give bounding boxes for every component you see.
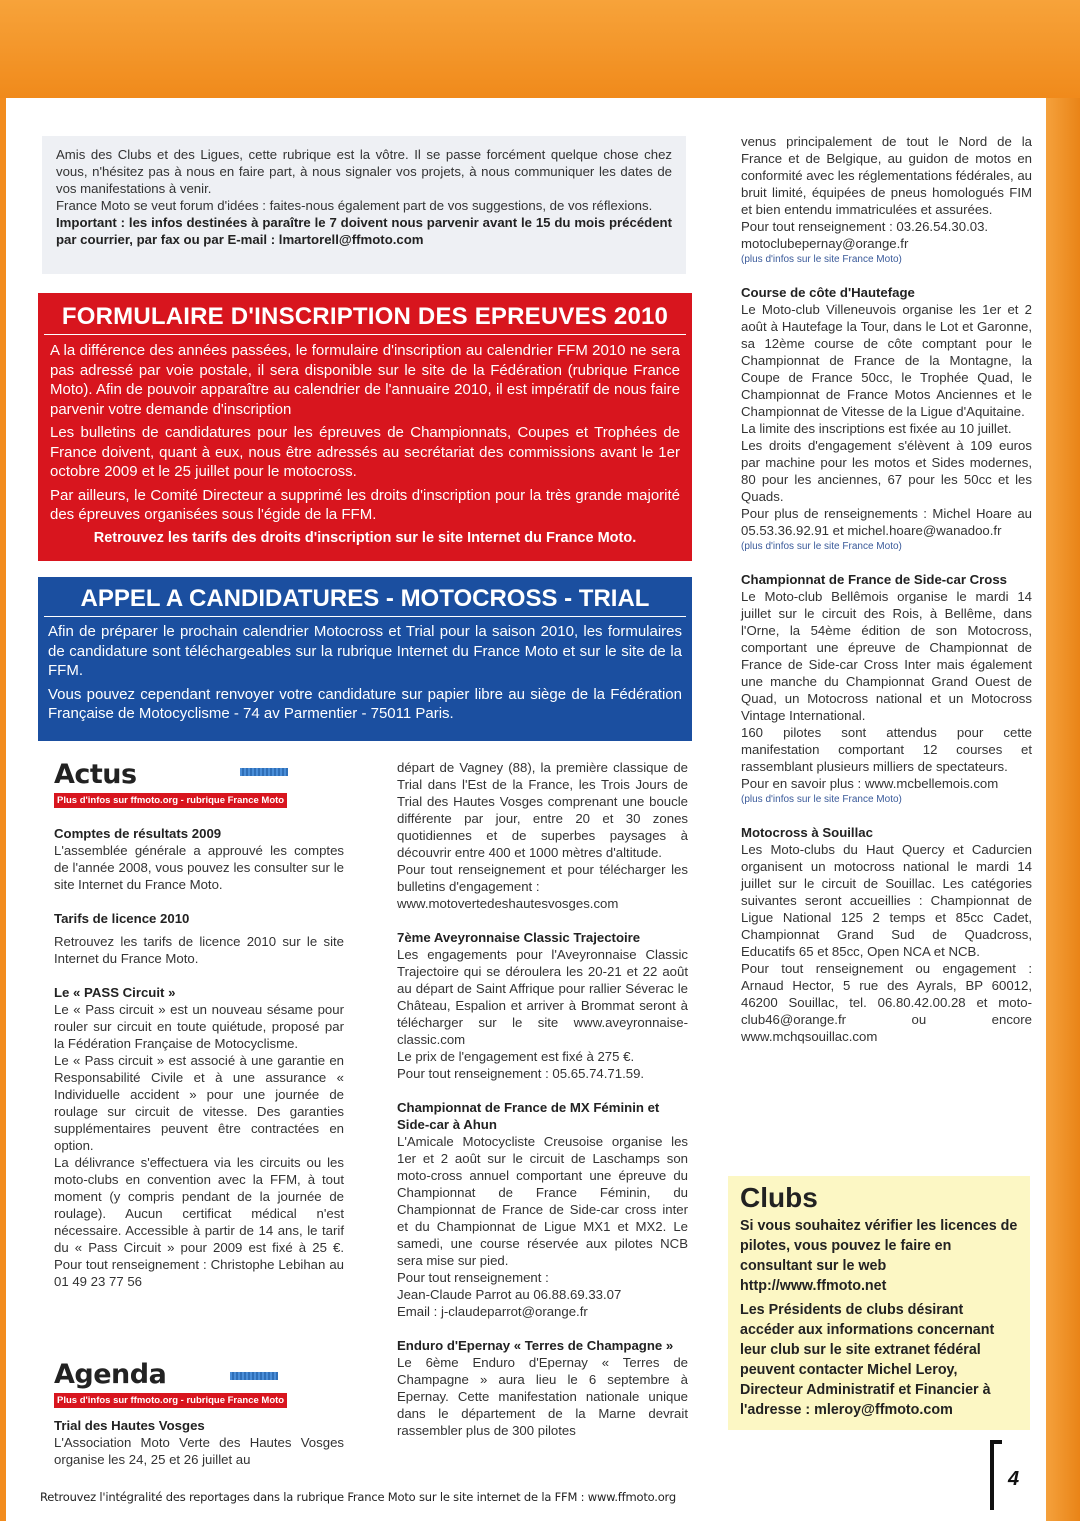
page-number: 4 — [1008, 1468, 1020, 1490]
actus-title: Actus — [54, 759, 137, 790]
col2-text-1a: départ de Vagney (88), la première classique de Trial dans l'Est de la France, les Trois Jours de Trial des Hautes Vosges comprenant une boucle différente par jour, entre 20 et 30 zones quotidiennes et de superbes paysages à découvrir entre 400 et 1000 mètres d'altitude. — [397, 760, 688, 860]
col2-heading-4: Enduro d'Epernay « Terres de Champagne » — [397, 1338, 674, 1353]
corner-mark — [990, 1440, 994, 1510]
clubs-title: Clubs — [740, 1182, 818, 1213]
col3-text-3a: Les Moto-clubs du Haut Quercy et Cadurcien organisent un motocross national le mardi 14 juillet sur le circuit de Souillac. Les catégories suivantes seront accueillies : Championnat de Ligue National 125 2 temps et 85cc Cadet, Championnat Grand Sud de Quadcross, Educatifs 65 et 85cc, Open NCA et NCB. — [741, 842, 1032, 959]
inscription-box — [38, 293, 692, 561]
actus-bar — [240, 768, 288, 776]
actus-heading — [54, 760, 294, 808]
candidatures-paragraph-2: Vous pouvez cependant renvoyer votre candidature sur papier libre au siège de la Fédération Française de Motocyclisme - 74 av Parmentier - 75011 Paris. — [48, 685, 682, 722]
agenda-title: Agenda — [54, 1359, 167, 1390]
col2-text-3b: Pour tout renseignement : — [397, 1270, 549, 1285]
col1-heading-4: Trial des Hautes Vosges — [54, 1418, 205, 1433]
column-1-agenda — [54, 1417, 344, 1468]
col3-text-1c: Les droits d'engagement s'élèvent à 109 euros par machine pour les motos et Sides modernes, 80 pour les anciennes, 67 pour les 50cc et les Quads. — [741, 438, 1032, 504]
col3-heading-1: Course de côte d'Hautefage — [741, 285, 915, 300]
candidatures-paragraph-1: Afin de préparer le prochain calendrier Motocross et Trial pour la saison 2010, les formulaires de candidature sont téléchargeables sur la rubrique Internet du France Moto et sur le site de la FFM. — [48, 623, 682, 679]
intro-paragraph-2: France Moto se veut forum d'idées : faites-nous également part de vos suggestions, de vos réflexions. — [56, 198, 653, 213]
col3-text-1d: Pour plus de renseignements : Michel Hoare au 05.53.36.92.91 et michel.hoare@wanadoo.fr — [741, 506, 1032, 538]
agenda-heading — [54, 1360, 294, 1408]
col1-heading-1: Comptes de résultats 2009 — [54, 826, 222, 841]
col3-heading-2: Championnat de France de Side-car Cross — [741, 572, 1008, 587]
right-orange-edge — [1046, 98, 1080, 1521]
col3-text-1a: Le Moto-club Villeneuvois organise les 1er et 2 août à Hautefage la Tour, dans le Lot et Garonne, sa 12ème course de côte comptant pour le Championnat de France de la Montagne, la Coupe de France 50cc, le Trophée Quad, le Championnat de France Motos Anciennes et le Championnat de Vitesse de la Ligue d'Aquitaine. — [741, 302, 1032, 419]
col1-text-2: Retrouvez les tarifs de licence 2010 sur le site Internet du France Moto. — [54, 934, 344, 966]
intro-important: Important : les infos destinées à paraître le 7 doivent nous parvenir avant le 15 du mois précédent par courrier, par fax ou par E-mail : lmartorell@ffmoto.com — [56, 215, 672, 247]
inscription-paragraph-2: Les bulletins de candidatures pour les épreuves de Championnats, Coupes et Trophées de France doivent, quant à eux, nous être adressés au secrétariat des commissions avant le 1er octobre 2009 et le 25 juillet pour le motocross. — [50, 424, 680, 480]
col2-heading-3: Championnat de France de MX Féminin et Side-car à Ahun — [397, 1100, 660, 1132]
col3-text-3b: Pour tout renseignement ou engagement : Arnaud Hector, 5 rue des Ayrals, BP 60012, 46200 Souillac, tel. 06.80.42.00.28 et moto-club46@orange.fr ou encore www.mchqsouillac.com — [741, 961, 1032, 1044]
col1-text-3b: Le « Pass circuit » est associé à une garantie en Responsabilité Civile et à une assurance « Individuelle accident » pour une journée de roulage sur circuit de vitesse. Des garanties supplémentaires peuvent être contractées en option. — [54, 1053, 344, 1153]
candidatures-title: APPEL A CANDIDATURES - MOTOCROSS - TRIAL — [44, 581, 686, 617]
col3-text-2b: 160 pilotes sont attendus pour cette manifestation comportant 12 courses et rassemblant plusieurs milliers de spectateurs. — [741, 725, 1032, 774]
top-orange-band — [0, 0, 1080, 98]
col2-text-1b: Pour tout renseignement et pour télécharger les bulletins d'engagement : — [397, 862, 688, 894]
col2-text-4: Le 6ème Enduro d'Epernay « Terres de Champagne » aura lieu le 6 septembre à Epernay. Cette manifestation nationale unique dans le département de la Marne devrait rassembler plus de 300 pilotes — [397, 1355, 688, 1438]
col3-heading-3: Motocross à Souillac — [741, 825, 873, 840]
corner-mark-top — [990, 1440, 1002, 1444]
inscription-title: FORMULAIRE D'INSCRIPTION DES EPREUVES 2010 — [44, 299, 686, 335]
agenda-tag: Plus d'infos sur ffmoto.org - rubrique France Moto — [54, 1393, 287, 1408]
inscription-cta: Retrouvez les tarifs des droits d'inscription sur le site Internet du France Moto. — [93, 529, 637, 546]
col3-text-0b: Pour tout renseignement : 03.26.54.30.03. — [741, 219, 989, 234]
inscription-paragraph-3: Par ailleurs, le Comité Directeur a supprimé les droits d'inscription pour la très grande majorité des épreuves organisées sous l'égide de la FFM. — [50, 486, 680, 523]
footer-text: Retrouvez l'intégralité des reportages dans la rubrique France Moto sur le site internet de la FFM : www.ffmoto.org — [40, 1490, 676, 1504]
col1-heading-3: Le « PASS Circuit » — [54, 985, 176, 1000]
col3-text-0a: venus principalement de tout le Nord de la France et de Belgique, au guidon de motos en conformité avec les réglementations fédérales, au bruit limité, équipées de pneus homologués FIM et bien entendu immatriculées et assurées. — [741, 134, 1033, 217]
column-1 — [54, 825, 344, 1290]
col1-text-4: L'Association Moto Verte des Hautes Vosges organise les 24, 25 et 26 juillet au — [54, 1435, 344, 1467]
column-3 — [741, 133, 1032, 1045]
col2-link-1[interactable]: www.motovertedeshautesvosges.com — [397, 896, 619, 911]
actus-tag: Plus d'infos sur ffmoto.org - rubrique France Moto — [54, 793, 287, 808]
col3-more-1[interactable]: (plus d'infos sur le site France Moto) — [741, 254, 902, 265]
clubs-paragraph-2: Les Présidents de clubs désirant accéder aux informations concernant leur club sur le site extranet fédéral peuvent contacter Michel Leroy, Directeur Administratif et Financier à l'adresse : mleroy@ffmoto.com — [740, 1302, 995, 1418]
col2-heading-2: 7ème Aveyronnaise Classic Trajectoire — [397, 930, 641, 945]
col1-heading-2: Tarifs de licence 2010 — [54, 911, 190, 926]
col3-text-1b: La limite des inscriptions est fixée au 10 juillet. — [741, 421, 1012, 436]
col2-text-2b: Le prix de l'engagement est fixé à 275 €. — [397, 1049, 635, 1064]
col1-text-3a: Le « Pass circuit » est un nouveau sésame pour rouler sur circuit en toute quiétude, proposé par la Fédération Française de Motocyclisme. — [54, 1002, 344, 1051]
col3-text-0c: motoclubepernay@orange.fr — [741, 236, 909, 251]
clubs-box — [728, 1176, 1030, 1430]
col2-text-2c: Pour tout renseignement : 05.65.74.71.59. — [397, 1066, 645, 1081]
intro-paragraph-1: Amis des Clubs et des Ligues, cette rubrique est la vôtre. Il se passe forcément quelque chose chez vous, n'hésitez pas à nous en faire part, à nous signaler vos projets, à nous communiquer les dates de vos manifestations à venir. — [56, 147, 672, 196]
col3-text-2a: Le Moto-club Bellêmois organise le mardi 14 juillet sur le circuit des Rois, à Bellême, dans l'Orne, la 54ème édition de son Motocross, comportant une épreuve de Championnat de France de Side-car Cross Inter mais également une manche du Championnat Grand Ouest de Quad, un Motocross national et un Motocross Vintage International. — [741, 589, 1032, 723]
col2-text-3a: L'Amicale Motocycliste Creusoise organise les 1er et 2 août sur le circuit de Laschamps son moto-cross annuel comportant une épreuve du Championnat de France Féminin, du Championnat de France de Side-car cross inter et du Championnat de Ligue MX1 et MX2. Le samedi, une course réservée aux pilotes NCB sera mise sur pied. — [397, 1134, 688, 1268]
col3-more-3[interactable]: (plus d'infos sur le site France Moto) — [741, 794, 902, 805]
inscription-paragraph-1: A la différence des années passées, le formulaire d'inscription au calendrier FFM 2010 ne sera pas adressé par voie postale, il sera disponible sur le site de la Fédération (rubrique France Moto). Afin de pouvoir apparaître au calendrier de l'annuaire 2010, il est impératif de nous faire parvenir votre demande d'inscription — [50, 342, 680, 418]
agenda-bar — [230, 1372, 278, 1380]
clubs-paragraph-1: Si vous souhaitez vérifier les licences de pilotes, vous pouvez le faire en consultant sur le web http://www.ffmoto.net — [740, 1218, 1018, 1294]
col2-text-3c: Jean-Claude Parrot au 06.88.69.33.07 — [397, 1287, 622, 1302]
candidatures-box — [38, 577, 692, 741]
col3-text-2c: Pour en savoir plus : www.mcbellemois.com — [741, 776, 999, 791]
col2-text-3d: Email : j-claudeparrot@orange.fr — [397, 1304, 588, 1319]
col3-more-2[interactable]: (plus d'infos sur le site France Moto) — [741, 541, 902, 552]
column-2 — [397, 759, 688, 1439]
col1-text-1: L'assemblée générale a approuvé les comptes de l'année 2008, vous pouvez les consulter sur le site Internet du France Moto. — [54, 843, 344, 892]
col1-text-3c: La délivrance s'effectuera via les circuits ou les moto-clubs en convention avec la FFM, à tout moment (y compris pendant de la journée de roulage). Aucun certificat médical n'est nécessaire. Accessible à partir de 14 ans, le tarif du « Pass Circuit » pour 2009 est fixé à 25 €. Pour tout renseignement : Christophe Lebihan au 01 49 23 77 56 — [54, 1155, 344, 1289]
intro-box — [42, 136, 686, 274]
col2-text-2a: Les engagements pour l'Aveyronnaise Classic Trajectoire qui se déroulera les 20-21 et 22 août au départ de Saint Affrique pour rallier Séverac le Château, Espalion et arriver à Brommat seront à télécharger sur le site www.aveyronnaise-classic.com — [397, 947, 688, 1047]
